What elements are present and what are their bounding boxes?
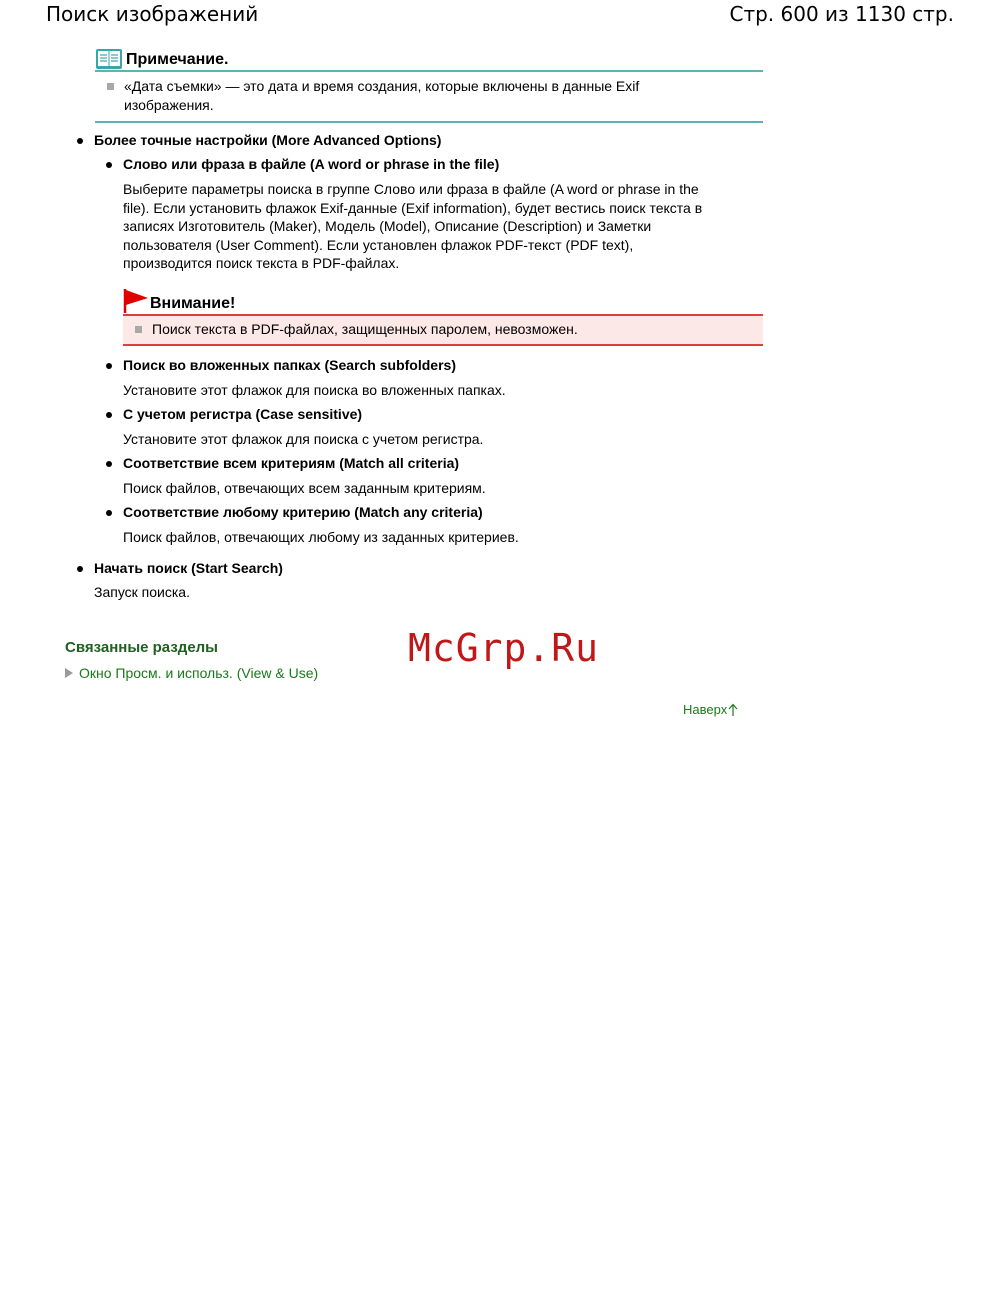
note-item	[95, 77, 763, 115]
bullet-icon	[77, 566, 83, 572]
document-title: Поиск изображений	[46, 2, 259, 26]
note-box	[95, 44, 763, 123]
warning-title: Внимание!	[150, 295, 236, 312]
bullet-icon	[106, 363, 112, 369]
back-to-top-label: Наверх	[683, 702, 728, 717]
subsection-description: Поиск файлов, отвечающих всем заданным критериям.	[123, 480, 486, 496]
text-line: Выберите параметры поиска в группе Слово или фраза в файле (A word or phrase in the	[123, 181, 699, 197]
related-link[interactable]	[65, 665, 318, 681]
page-header	[0, 0, 1000, 30]
bullet-icon	[77, 138, 83, 144]
subsection-heading: Поиск во вложенных папках (Search subfolders)	[123, 357, 456, 373]
warning-box	[123, 286, 763, 346]
subsection-heading: Соответствие всем критериям (Match all criteria)	[123, 455, 460, 471]
word-description	[123, 180, 743, 273]
square-bullet-icon	[135, 326, 142, 333]
up-arrow-icon	[728, 703, 738, 717]
bullet-icon	[106, 510, 112, 516]
square-bullet-icon	[107, 83, 114, 90]
warning-body	[123, 316, 763, 346]
watermark: McGrp.Ru	[408, 626, 600, 670]
text-line: производится поиск текста в PDF-файлах.	[123, 255, 400, 271]
text-line: file). Если установить флажок Exif-данные (Exif information), будет вестись поиск текста в	[123, 199, 703, 216]
bullet-icon	[106, 162, 112, 168]
back-to-top-link[interactable]	[683, 702, 738, 717]
subsection-heading: Слово или фраза в файле (A word or phrase in the file)	[123, 156, 500, 172]
text-line: записях Изготовитель (Maker), Модель (Model), Описание (Description) и Заметки	[123, 218, 652, 234]
note-text-line: изображения.	[124, 97, 214, 113]
note-header	[95, 44, 763, 72]
subsection-description: Поиск файлов, отвечающих любому из заданных критериев.	[123, 529, 519, 545]
page-number: Стр. 600 из 1130 стр.	[729, 2, 954, 26]
related-link-label: Окно Просм. и использ. (View & Use)	[79, 665, 319, 681]
bullet-icon	[106, 461, 112, 467]
note-body	[95, 72, 763, 123]
warning-text: Поиск текста в PDF-файлах, защищенных паролем, невозможен.	[152, 321, 578, 337]
flag-icon	[123, 288, 149, 314]
note-title: Примечание.	[126, 51, 229, 68]
subsection-heading: С учетом регистра (Case sensitive)	[123, 406, 363, 422]
triangle-arrow-icon	[65, 668, 73, 678]
section-heading: Начать поиск (Start Search)	[94, 560, 283, 576]
bullet-icon	[106, 412, 112, 418]
related-topics-title: Связанные разделы	[65, 639, 218, 656]
subsection-description: Установите этот флажок для поиска во вложенных папках.	[123, 382, 506, 398]
subsection-description: Установите этот флажок для поиска с учетом регистра.	[123, 431, 484, 447]
subsection-heading: Соответствие любому критерию (Match any criteria)	[123, 504, 483, 520]
text-line: пользователя (User Comment). Если установлен флажок PDF-текст (PDF text),	[123, 236, 634, 253]
book-icon	[95, 48, 123, 70]
warning-item	[123, 320, 763, 339]
note-text-line: «Дата съемки» — это дата и время создания, которые включены в данные Exif	[124, 78, 640, 94]
section-description: Запуск поиска.	[94, 584, 190, 600]
warning-header	[123, 286, 763, 316]
section-heading: Более точные настройки (More Advanced Options)	[94, 132, 442, 148]
